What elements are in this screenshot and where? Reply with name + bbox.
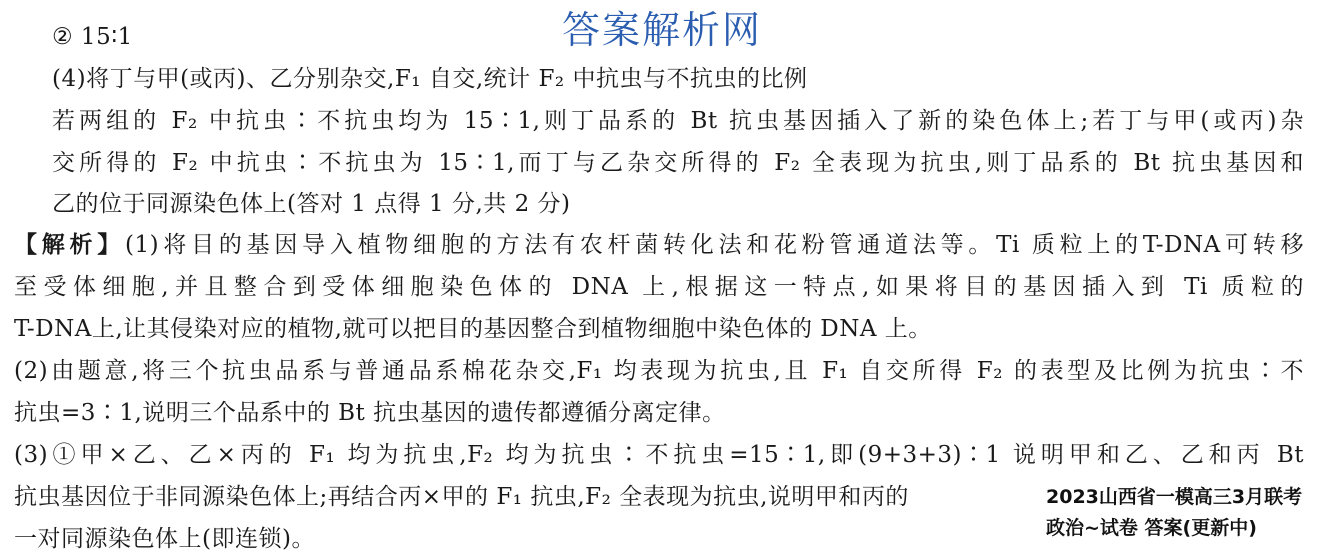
answer-ratio-line: ② 15∶1: [52, 24, 133, 50]
analysis-p1-line2: 至受体细胞,并且整合到受体细胞染色体的 DNA 上,根据这一特点,如果将目的基因插入到 Ti 质粒的: [14, 274, 1304, 300]
analysis-p1-line1-text: (1)将目的基因导入植物细胞的方法有农杆菌转化法和花粉管通道法等。Ti 质粒上的T-DNA可转移: [125, 232, 1304, 258]
analysis-p1-line1: [14, 230, 1304, 260]
analysis-p3-line2: 抗虫基因位于非同源染色体上;再结合丙×甲的 F₁ 抗虫,F₂ 全表现为抗虫,说明甲和丙的: [14, 484, 909, 510]
site-watermark: 答案解析网: [562, 8, 763, 52]
exam-stamp-line1: 2023山西省一模高三3月联考: [1046, 486, 1303, 508]
answer-part4-line3: 交所得的 F₂ 中抗虫∶不抗虫为 15∶1,而丁与乙杂交所得的 F₂ 全表现为抗虫,则丁品系的 Bt 抗虫基因和: [52, 150, 1304, 176]
analysis-p2-line1: (2)由题意,将三个抗虫品系与普通品系棉花杂交,F₁ 均表现为抗虫,且 F₁ 自交所得 F₂ 的表型及比例为抗虫∶不: [14, 358, 1304, 384]
analysis-p1-line3: T-DNA上,让其侵染对应的植物,就可以把目的基因整合到植物细胞中染色体的 DNA 上。: [14, 316, 932, 342]
answer-part4-line1: (4)将丁与甲(或丙)、乙分别杂交,F₁ 自交,统计 F₂ 中抗虫与不抗虫的比例: [52, 66, 808, 92]
analysis-label: 【解析】: [14, 231, 126, 258]
analysis-p3-line3: 一对同源染色体上(即连锁)。: [14, 526, 315, 552]
answer-part4-line4: 乙的位于同源染色体上(答对 1 点得 1 分,共 2 分): [52, 191, 571, 217]
analysis-p2-line2: 抗虫=3∶1,说明三个品系中的 Bt 抗虫基因的遗传都遵循分离定律。: [14, 400, 726, 426]
analysis-p3-line1: (3)①甲×乙、乙×丙的 F₁ 均为抗虫,F₂ 均为抗虫∶不抗虫=15∶1,即(9+3+3)∶1 说明甲和乙、乙和丙 Bt: [14, 442, 1304, 468]
answer-part4-line2: 若两组的 F₂ 中抗虫∶不抗虫均为 15∶1,则丁品系的 Bt 抗虫基因插入了新的染色体上;若丁与甲(或丙)杂: [52, 108, 1304, 134]
exam-stamp-line2: 政治~试卷 答案(更新中): [1046, 517, 1257, 539]
